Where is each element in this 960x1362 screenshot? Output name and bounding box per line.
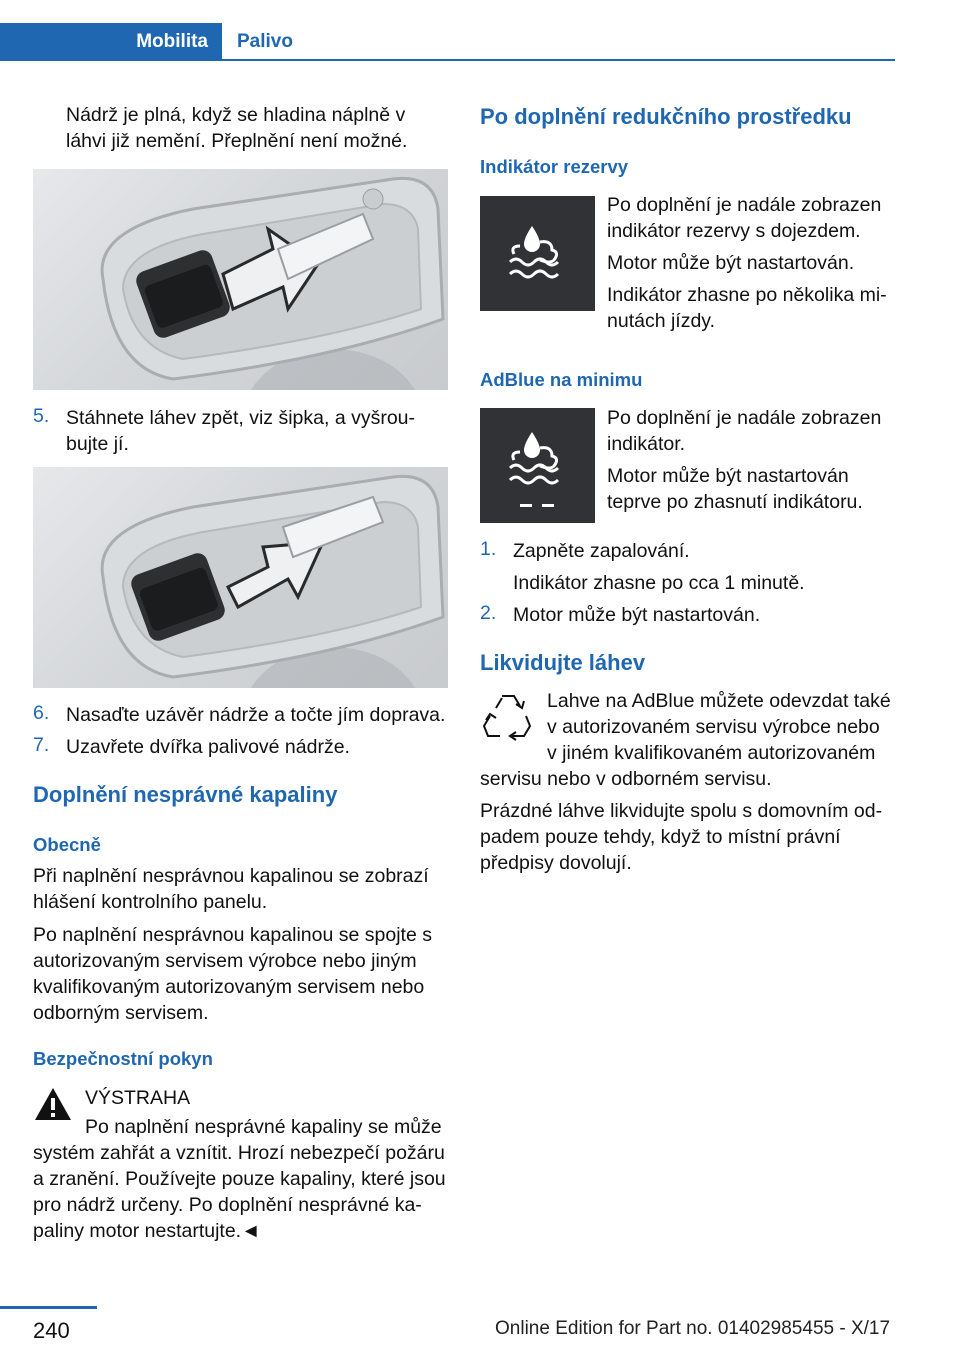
dispose-p2-line-2: padem pouze tehdy, když to místní právní	[480, 826, 841, 848]
intro-line-1: Nádrž je plná, když se hladina náplně v	[66, 104, 406, 126]
footer-accent-line	[0, 1306, 97, 1309]
warning-line-3: a zranění. Používejte pouze kapaliny, které jsou	[33, 1168, 446, 1190]
warning-line-1: Po naplnění nesprávné kapaliny se může	[85, 1116, 442, 1138]
warning-line-4: pro nádrž určeny. Po doplnění nesprávné ka‐	[33, 1194, 422, 1216]
step-7-text: Uzavřete dvířka palivové nádrže.	[66, 736, 350, 758]
general-p2-line-3: kvalifikovaným autorizovaným servisem nebo	[33, 976, 425, 998]
general-p2-line-2: autorizovaným servisem výrobce nebo jiným	[33, 950, 417, 972]
step-5-line-1: Stáhnete láhev zpět, viz šipka, a vyšrou‐	[66, 407, 416, 429]
refill-photo-1	[33, 169, 448, 390]
general-p1-line-2: hlášení kontrolního panelu.	[33, 891, 268, 913]
subheading-general: Obecně	[33, 834, 101, 855]
step-2-number: 2.	[480, 602, 497, 624]
dispose-p2-line-3: předpisy dovolují.	[480, 852, 632, 874]
page-number: 240	[33, 1318, 70, 1343]
dispose-p1-line-3: v jiném kvalifikovaném autorizovaném	[547, 742, 876, 764]
reserve-p2: Motor může být nastartován.	[607, 252, 855, 274]
warning-line-2: systém zahřát a vznítit. Hrozí nebezpečí požáru	[33, 1142, 445, 1164]
footer-edition: Online Edition for Part no. 01402985455 - X/17	[495, 1318, 891, 1339]
min-p1-line-2: indikátor.	[607, 433, 686, 455]
reserve-p3-line-2: nutách jízdy.	[607, 310, 716, 332]
general-p1-line-1: Při naplnění nesprávnou kapalinou se zobrazí	[33, 865, 429, 887]
reserve-p1-line-1: Po doplnění je nadále zobrazen	[607, 194, 882, 216]
header-tabs	[0, 23, 895, 63]
tab-mobilita[interactable]: Mobilita	[0, 23, 222, 61]
refill-photo-2	[33, 467, 448, 688]
step-5-line-2: bujte jí.	[66, 433, 129, 455]
step-7-number: 7.	[33, 734, 50, 756]
warning-triangle-icon	[33, 1086, 73, 1122]
step-1-number: 1.	[480, 538, 497, 560]
dispose-p1-line-2: v autorizovaném servisu výrobce nebo	[547, 716, 880, 738]
intro-line-2: láhvi již nemění. Přeplnění není možné.	[66, 130, 408, 152]
subheading-minimum: AdBlue na minimu	[480, 369, 643, 390]
reserve-p3-line-1: Indikátor zhasne po několika mi‐	[607, 284, 887, 306]
dispose-p2-line-1: Prázdné láhve likvidujte spolu s domovním od‐	[480, 800, 883, 822]
step-6-number: 6.	[33, 702, 50, 724]
general-p2-line-4: odborným servisem.	[33, 1002, 209, 1024]
heading-after-refill: Po doplnění redukčního prostředku	[480, 104, 852, 129]
min-p1-line-1: Po doplnění je nadále zobrazen	[607, 407, 882, 429]
warning-title: VÝSTRAHA	[85, 1087, 191, 1109]
heading-dispose-bottle: Likvidujte láhev	[480, 650, 646, 675]
adblue-reserve-indicator-icon	[480, 196, 595, 311]
step-1-subtext: Indikátor zhasne po cca 1 minutě.	[513, 572, 805, 594]
adblue-minimum-indicator-icon	[480, 408, 595, 523]
recycling-icon	[482, 690, 534, 742]
min-p2-line-1: Motor může být nastartován	[607, 465, 849, 487]
step-1-text: Zapněte zapalování.	[513, 540, 690, 562]
step-6-text: Nasaďte uzávěr nádrže a točte jím doprava.	[66, 704, 446, 726]
tab-underline	[222, 59, 895, 61]
min-p2-line-2: teprve po zhasnutí indikátoru.	[607, 491, 863, 513]
dispose-p1-line-1: Lahve na AdBlue můžete odevzdat také	[547, 690, 891, 712]
general-p2-line-1: Po naplnění nesprávnou kapalinou se spojte s	[33, 924, 432, 946]
tab-palivo[interactable]: Palivo	[237, 31, 293, 52]
step-2-text: Motor může být nastartován.	[513, 604, 761, 626]
heading-wrong-fluid: Doplnění nesprávné kapaliny	[33, 782, 338, 807]
subheading-reserve: Indikátor rezervy	[480, 156, 629, 177]
reserve-p1-line-2: indikátor rezervy s dojezdem.	[607, 220, 861, 242]
step-5-number: 5.	[33, 405, 50, 427]
subheading-safety: Bezpečnostní pokyn	[33, 1048, 213, 1069]
warning-line-5: paliny motor nestartujte.◄	[33, 1220, 261, 1242]
dispose-p1-line-4: servisu nebo v odborném servisu.	[480, 768, 772, 790]
